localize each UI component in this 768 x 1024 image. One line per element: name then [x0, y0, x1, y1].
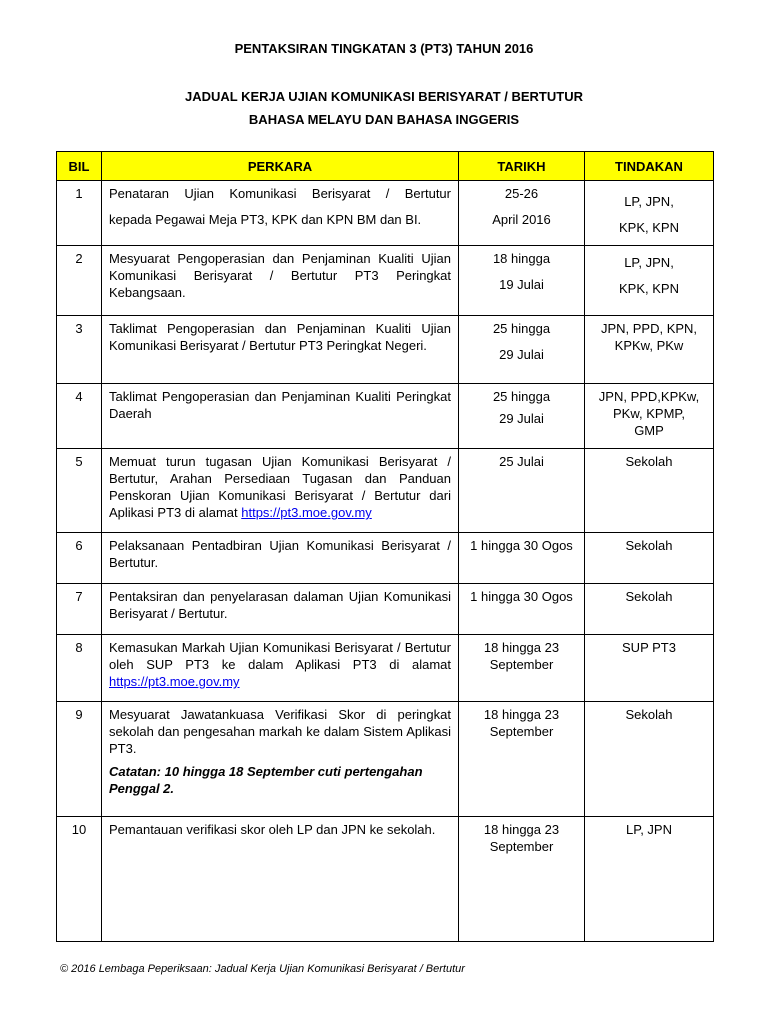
- schedule-table: [56, 151, 714, 942]
- tarikh-line: 29 Julai: [499, 411, 544, 426]
- cell-bil: 5: [57, 449, 102, 533]
- cell-tarikh: [459, 384, 585, 449]
- cell-perkara: [102, 702, 459, 817]
- cell-tindakan: LP, JPN: [585, 817, 714, 942]
- tindakan-line: PKw, KPMP,: [612, 406, 685, 421]
- cell-tindakan: [585, 384, 714, 449]
- page-footer: © 2016 Lembaga Peperiksaan: Jadual Kerja Ujian Komunikasi Berisyarat / Bertutur: [60, 963, 465, 975]
- cell-bil: 1: [57, 181, 102, 246]
- cell-bil: 7: [57, 584, 102, 635]
- table-row: [57, 316, 714, 384]
- cell-bil: 9: [57, 702, 102, 817]
- table-row: [57, 181, 714, 246]
- perkara-text: Memuat turun tugasan Ujian Komunikasi Berisyarat / Bertutur, Arahan Persediaan Tugasan dan Panduan Penskoran Ujian Komunikasi Berisyarat / Bertutur dari Aplikasi PT3 di alamat: [109, 454, 451, 520]
- perkara-text: Kemasukan Markah Ujian Komunikasi Berisyarat / Bertutur oleh SUP PT3 ke dalam Aplikasi PT3 di alamat: [109, 640, 451, 672]
- tindakan-line: KPK, KPN: [619, 281, 679, 296]
- cell-bil: 3: [57, 316, 102, 384]
- table-row: [57, 449, 714, 533]
- cell-tindakan: Sekolah: [585, 533, 714, 584]
- tarikh-line: 18 hingga 23: [483, 707, 560, 722]
- cell-perkara: Pemantauan verifikasi skor oleh LP dan JPN ke sekolah.: [102, 817, 459, 942]
- header-tindakan: TINDAKAN: [585, 152, 714, 181]
- tindakan-line: GMP: [634, 423, 664, 438]
- cell-perkara: Pentaksiran dan penyelarasan dalaman Ujian Komunikasi Berisyarat / Bertutur.: [102, 584, 459, 635]
- cell-perkara: Pelaksanaan Pentadbiran Ujian Komunikasi Berisyarat / Bertutur.: [102, 533, 459, 584]
- header-perkara: PERKARA: [102, 152, 459, 181]
- tarikh-line: 18 hingga: [492, 251, 551, 266]
- table-row: [57, 246, 714, 316]
- cell-tarikh: [459, 635, 585, 702]
- tindakan-line: LP, JPN,: [624, 194, 674, 209]
- cell-tindakan: [585, 181, 714, 246]
- table-row: [57, 384, 714, 449]
- perkara-line: kepada Pegawai Meja PT3, KPK dan KPN BM dan BI.: [109, 212, 422, 227]
- cell-tarikh: [459, 316, 585, 384]
- tindakan-line: JPN, PPD,KPKw,: [598, 389, 700, 404]
- tarikh-line: 25 hingga: [492, 321, 551, 336]
- cell-tarikh: [459, 817, 585, 942]
- tindakan-line: KPK, KPN: [619, 220, 679, 235]
- tarikh-line: September: [489, 657, 554, 672]
- cell-tarikh: 25 Julai: [459, 449, 585, 533]
- cell-tarikh: [459, 246, 585, 316]
- tarikh-line: 18 hingga 23: [483, 640, 560, 655]
- cell-perkara: Taklimat Pengoperasian dan Penjaminan Kualiti Peringkat Daerah: [102, 384, 459, 449]
- cell-bil: 8: [57, 635, 102, 702]
- cell-tindakan: SUP PT3: [585, 635, 714, 702]
- tarikh-line: 19 Julai: [499, 277, 544, 292]
- cell-bil: 10: [57, 817, 102, 942]
- cell-tindakan: Sekolah: [585, 584, 714, 635]
- tarikh-line: 25-26: [504, 186, 539, 201]
- cell-bil: 4: [57, 384, 102, 449]
- tarikh-line: September: [489, 724, 554, 739]
- document-title: PENTAKSIRAN TINGKATAN 3 (PT3) TAHUN 2016: [234, 41, 534, 56]
- tarikh-line: 18 hingga 23: [483, 822, 560, 837]
- cell-tindakan: [585, 316, 714, 384]
- document-subtitle: JADUAL KERJA UJIAN KOMUNIKASI BERISYARAT / BERTUTUR: [185, 89, 583, 104]
- cell-tindakan: [585, 246, 714, 316]
- table-row: [57, 635, 714, 702]
- perkara-text: Mesyuarat Jawatankuasa Verifikasi Skor di peringkat sekolah dan pengesahan markah ke dalam Sistem Aplikasi PT3.: [109, 707, 451, 756]
- cell-perkara: [102, 181, 459, 246]
- table-header-row: [57, 152, 714, 181]
- tindakan-line: JPN, PPD, KPN,: [600, 321, 698, 336]
- tarikh-line: September: [489, 839, 554, 854]
- cell-tarikh: 1 hingga 30 Ogos: [459, 533, 585, 584]
- header-bil: BIL: [57, 152, 102, 181]
- tarikh-line: 25 hingga: [492, 389, 551, 404]
- table-row: [57, 702, 714, 817]
- tindakan-line: KPKw, PKw: [614, 338, 684, 353]
- cell-bil: 6: [57, 533, 102, 584]
- pt3-portal-link[interactable]: https://pt3.moe.gov.my: [241, 505, 372, 520]
- cell-perkara: Taklimat Pengoperasian dan Penjaminan Kualiti Ujian Komunikasi Berisyarat / Bertutur PT3 Peringkat Negeri.: [102, 316, 459, 384]
- cell-tarikh: [459, 181, 585, 246]
- catatan-note: Catatan: 10 hingga 18 September cuti pertengahan Penggal 2.: [109, 764, 423, 796]
- tarikh-line: 29 Julai: [499, 347, 544, 362]
- cell-tarikh: 1 hingga 30 Ogos: [459, 584, 585, 635]
- pt3-portal-link[interactable]: https://pt3.moe.gov.my: [109, 674, 240, 689]
- table-row: [57, 584, 714, 635]
- cell-tarikh: [459, 702, 585, 817]
- header-tarikh: TARIKH: [459, 152, 585, 181]
- cell-perkara: [102, 449, 459, 533]
- perkara-line: Penataran Ujian Komunikasi Berisyarat / Bertutur: [109, 186, 451, 201]
- cell-perkara: Mesyuarat Pengoperasian dan Penjaminan Kualiti Ujian Komunikasi Berisyarat / Bertutur PT3 Peringkat Kebangsaan.: [102, 246, 459, 316]
- cell-bil: 2: [57, 246, 102, 316]
- table-row: [57, 817, 714, 942]
- table-row: [57, 533, 714, 584]
- cell-tindakan: Sekolah: [585, 702, 714, 817]
- cell-tindakan: Sekolah: [585, 449, 714, 533]
- tindakan-line: LP, JPN,: [624, 255, 674, 270]
- cell-perkara: [102, 635, 459, 702]
- document-subtitle-languages: BAHASA MELAYU DAN BAHASA INGGERIS: [248, 112, 520, 127]
- tarikh-line: April 2016: [492, 212, 551, 227]
